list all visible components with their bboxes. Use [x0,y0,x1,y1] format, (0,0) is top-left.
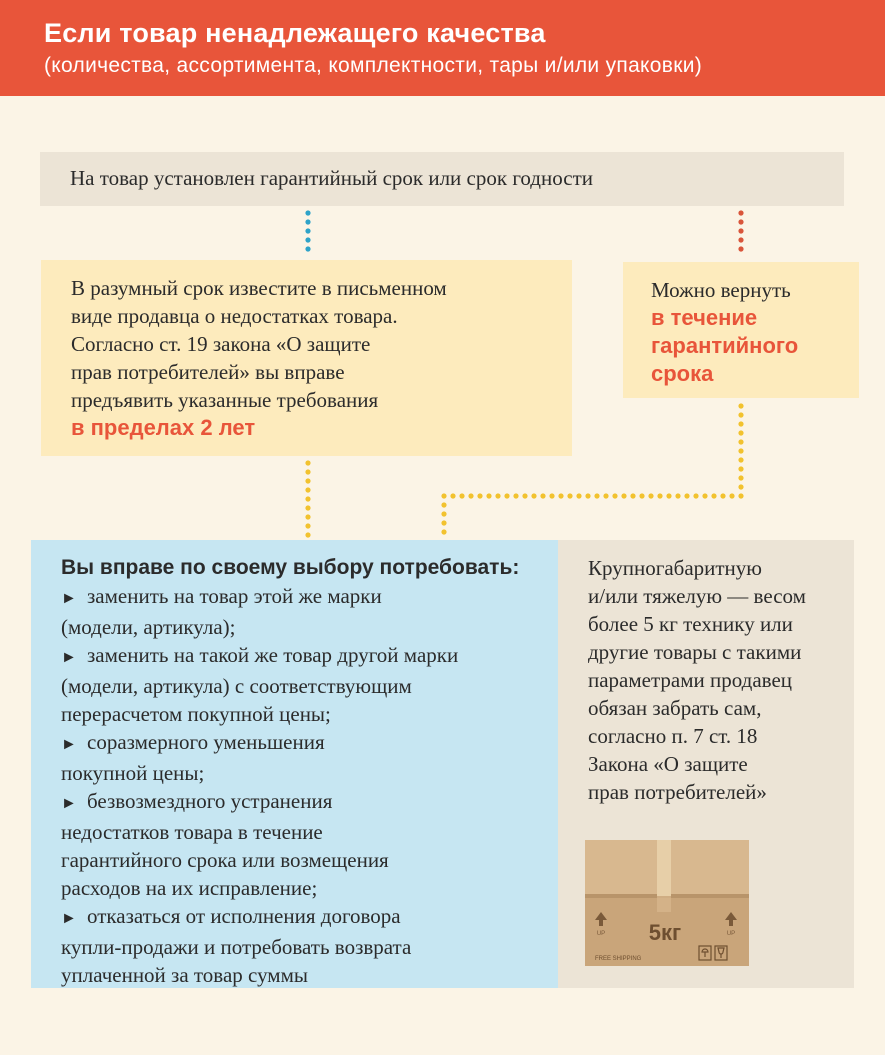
list-item-text: заменить на товар этой же марки [87,584,382,608]
notify-seller-box [41,260,572,456]
heavy-line-6: обязан забрать сам, [588,696,762,720]
warranty-emphasis-3: срока [651,361,714,386]
list-item-text: гарантийного срока или возмещения [61,848,389,872]
list-item [61,582,558,641]
notify-line-3: Согласно ст. 19 закона «О защите [71,332,371,356]
shipping-label: FREE SHIPPING [595,956,642,962]
notify-line-2: виде продавца о недостатках товара. [71,304,398,328]
red-dotted-connector [738,210,743,251]
notify-line-4: прав потребителей» вы вправе [71,360,345,384]
warranty-emphasis-1: в течение [651,305,758,330]
heavy-line-4: другие товары с такими [588,640,802,664]
list-item-text: покупной цены; [61,761,205,785]
bullet-arrow-icon: ► [61,736,77,753]
yellow-dotted-connector-left [305,460,310,537]
list-item-text: купли-продажи и потребовать возврата [61,935,412,959]
two-years-emphasis: в пределах 2 лет [71,415,256,440]
list-item-text: недостатков товара в течение [61,820,323,844]
blue-dotted-connector [305,210,310,251]
page-title: Если товар ненадлежащего качества [44,18,546,48]
list-item [61,728,558,787]
weight-label: 5кг [648,920,682,945]
heavy-line-3: более 5 кг технику или [588,612,793,636]
heavy-line-8: Закона «О защите [588,752,748,776]
list-item-text: уплаченной за товар суммы [61,963,308,987]
heavy-line-5: параметрами продавец [588,668,793,692]
bullet-arrow-icon: ► [61,590,77,607]
cardboard-box-icon [585,840,749,966]
up-label: UP [596,931,606,937]
bullet-arrow-icon: ► [61,910,77,927]
list-item [61,641,558,728]
list-item-text: соразмерного уменьшения [87,730,325,754]
return-during-warranty-box [623,262,859,398]
heavy-line-9: прав потребителей» [588,780,767,804]
notify-line-5: предъявить указанные требования [71,388,379,412]
warranty-condition-text: На товар установлен гарантийный срок или срок годности [70,166,593,190]
list-item-text: (модели, артикула); [61,615,236,639]
heavy-line-1: Крупногабаритную [588,556,762,580]
list-item-text: безвозмездного устранения [87,789,333,813]
rights-title: Вы вправе по своему выбору потребовать: [61,556,520,579]
rights-list [61,582,558,989]
list-item-text: расходов на их исправление; [61,876,318,900]
list-item [61,787,558,902]
list-item-text: (модели, артикула) с соответствующим [61,674,412,698]
list-item-text: заменить на такой же товар другой марки [87,643,459,667]
list-item-text: перерасчетом покупной цены; [61,702,331,726]
consumer-rights-box [31,540,558,988]
heavy-line-2: и/или тяжелую — весом [588,584,806,608]
heavy-line-7: согласно п. 7 ст. 18 [588,724,758,748]
up-label: UP [726,931,736,937]
page-subtitle: (количества, ассортимента, комплектности, тары и/или упаковки) [44,54,703,77]
bullet-arrow-icon: ► [61,649,77,666]
warranty-emphasis-2: гарантийного [651,333,799,358]
list-item [61,902,558,989]
return-intro: Можно вернуть [651,278,791,302]
bullet-arrow-icon: ► [61,795,77,812]
notify-line-1: В разумный срок известите в письменном [71,276,447,300]
list-item-text: отказаться от исполнения договора [87,904,401,928]
